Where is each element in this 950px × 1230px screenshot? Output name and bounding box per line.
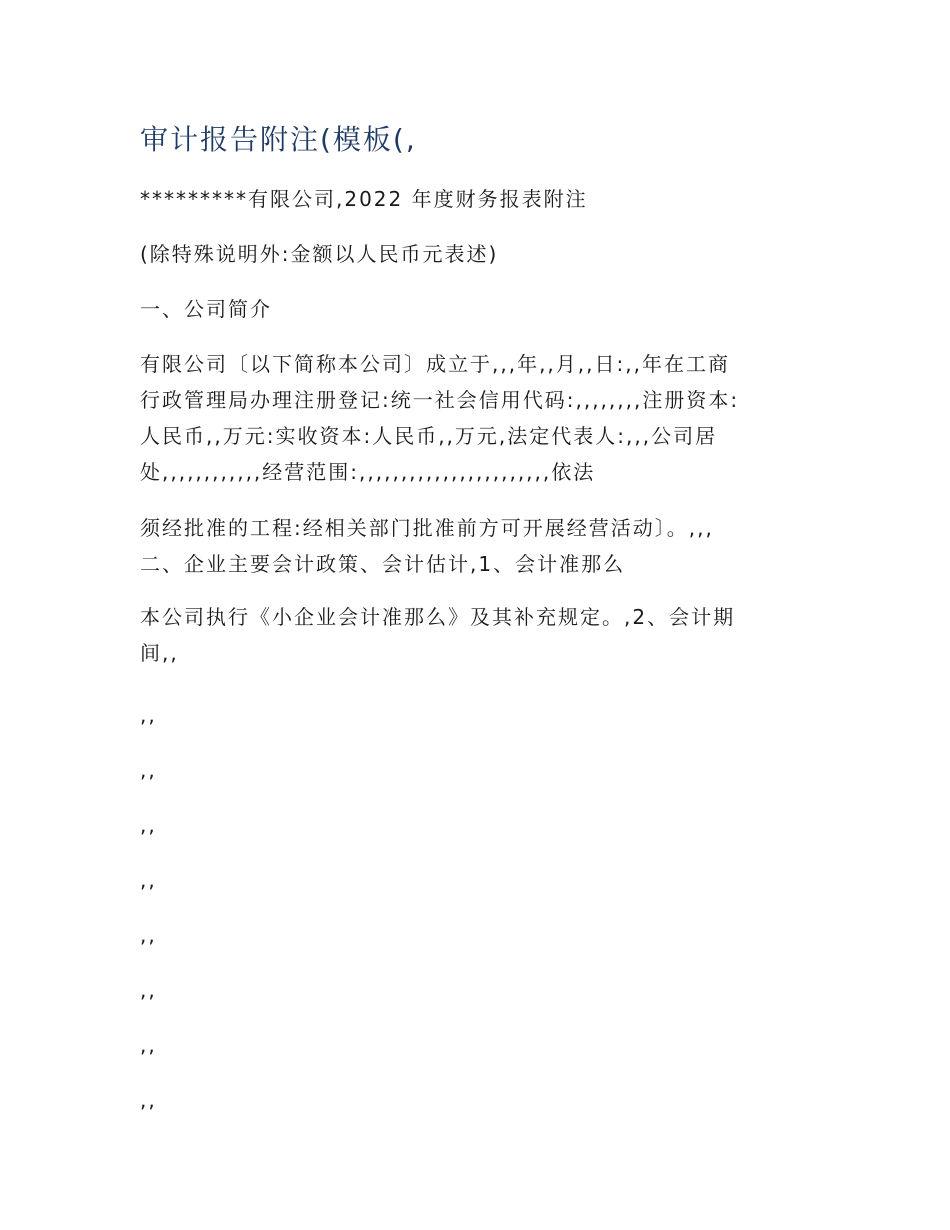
company-profile-paragraph: [140, 346, 810, 490]
blank-line: ,,: [140, 703, 157, 727]
blank-line: ,,: [140, 1033, 157, 1057]
blank-line: ,,: [140, 758, 157, 782]
blank-line: ,,: [140, 923, 157, 947]
document-title: 审计报告附注(模板(,: [140, 123, 417, 156]
paragraph-line: 人民币,,万元:实收资本:人民币,,万元,法定代表人:,,,公司居: [140, 424, 718, 448]
blank-line: ,,: [140, 1088, 157, 1112]
blank-line: ,,: [140, 978, 157, 1002]
section-heading-company-profile: 一、公司简介: [140, 297, 272, 321]
amount-note: (除特殊说明外:金额以人民币元表述): [140, 242, 499, 266]
company-profile-tail-paragraph: [140, 510, 810, 582]
document-subtitle: *********有限公司,2022 年度财务报表附注: [140, 187, 588, 211]
paragraph-line: 行政管理局办理注册登记:统一社会信用代码:,,,,,,,,注册资本:: [140, 388, 740, 412]
paragraph-line: 本公司执行《小企业会计准那么》及其补充规定。,2、会计期: [140, 605, 736, 629]
paragraph-line: 处,,,,,,,,,,,,经营范围:,,,,,,,,,,,,,,,,,,,,,,,依法: [140, 460, 596, 484]
paragraph-line: 二、企业主要会计政策、会计估计,1、会计准那么: [140, 552, 626, 576]
paragraph-line: 须经批准的工程:经相关部门批准前方可开展经营活动〕。,,,: [140, 516, 714, 540]
accounting-policy-paragraph: [140, 599, 810, 671]
blank-line: ,,: [140, 868, 157, 892]
paragraph-line: 间,,: [140, 641, 179, 665]
paragraph-line: 有限公司〔以下简称本公司〕成立于,,,年,,月,,日:,,年在工商: [140, 352, 730, 376]
blank-line: ,,: [140, 813, 157, 837]
